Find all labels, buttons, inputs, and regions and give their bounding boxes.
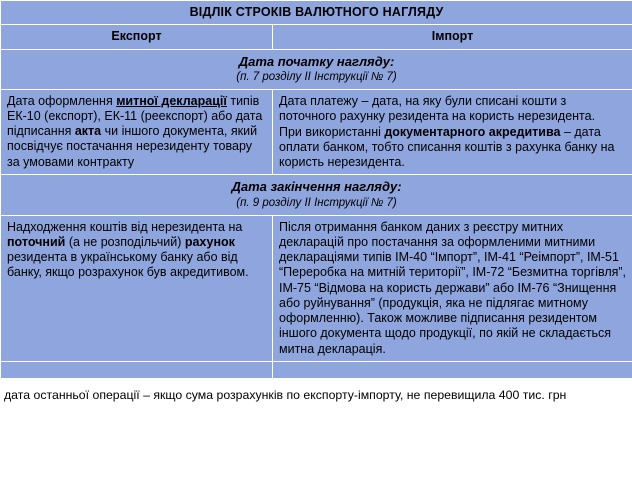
footer-note: дата останньої операції – якщо сума розрахунків по експорту-імпорту, не перевищила 400 тис. грн — [0, 379, 632, 403]
paragraph — [279, 94, 626, 125]
table-header-row — [1, 25, 632, 49]
column-header-import: Імпорт — [273, 25, 632, 49]
section-start-body-row — [1, 89, 632, 175]
text-run: При використанні — [279, 124, 385, 139]
section-start-import-cell — [273, 89, 632, 175]
section-start-subtitle: (п. 7 розділу II Інструкції № 7) — [236, 70, 397, 83]
paragraph — [7, 94, 266, 170]
table-bottom-spacer-row — [1, 361, 632, 378]
text-run: типів ЕК-10 (експорт), ЕК-11 (реекспорт) або дата підписання — [7, 93, 263, 139]
text-run: резидента в українському банку або від банку, якщо розрахунок був акредитивом. — [7, 250, 249, 280]
spacer-cell-left — [1, 361, 273, 378]
section-end-title: Дата закінчення нагляду: — [231, 179, 402, 195]
section-end-import-cell — [273, 215, 632, 361]
paragraph — [279, 220, 626, 357]
section-end-subtitle: (п. 9 розділу II Інструкції № 7) — [236, 196, 397, 209]
section-start-export-cell — [1, 89, 273, 175]
paragraph — [7, 220, 266, 281]
text-run: (а не розподільчий) — [65, 234, 185, 249]
text-run: чи іншого документа, який посвідчує постачання нерезиденту товару за умовами контракту — [7, 124, 258, 169]
text-run: Надходження коштів від нерезидента на — [7, 219, 243, 234]
text-run: Дата платежу – дата, на яку були списані кошти з поточного рахунку резидента на користь нерезидента. — [279, 93, 596, 123]
text-run: Після отримання банком даних з реєстру митних декларацій про постачання за оформленими митними деклараціями типів ІМ-40 “Імпорт”, ІМ-41 “Реімпорт”, ІМ-51 “Переробка на митній території”, ІМ-72 “Безмитна торгівля”, ІМ-75 “Відмова на користь держави” або ІМ-76 “Знищення або руйнування” (продукція, яка не підлягає митному оформленню). Також можливе підписання резидентом іншого документа щодо продукції, по якій не складається митна декларація. — [279, 219, 627, 356]
text-run: поточний — [7, 234, 66, 249]
text-run: Дата оформлення — [7, 93, 117, 108]
text-run: рахунок — [184, 234, 235, 249]
text-run: митної декларації — [116, 93, 227, 108]
section-start-header-row — [1, 49, 632, 89]
section-start-title: Дата початку нагляду: — [238, 53, 395, 69]
text-run: акта — [74, 124, 102, 139]
spacer-cell-right — [273, 361, 632, 378]
column-header-export: Експорт — [1, 25, 273, 49]
text-run: – дата оплати банком, тобто списання коштів з рахунка банку на користь нерезидента. — [279, 124, 615, 170]
section-start-header — [1, 49, 632, 89]
document-title: ВІДЛІК СТРОКІВ ВАЛЮТНОГО НАГЛЯДУ — [1, 1, 632, 25]
section-end-header — [1, 175, 632, 215]
section-end-body-row — [1, 215, 632, 361]
table-title-row — [1, 1, 632, 25]
section-end-export-cell — [1, 215, 273, 361]
paragraph — [279, 125, 626, 171]
section-end-header-row — [1, 175, 632, 215]
text-run: документарного акредитива — [384, 124, 561, 139]
